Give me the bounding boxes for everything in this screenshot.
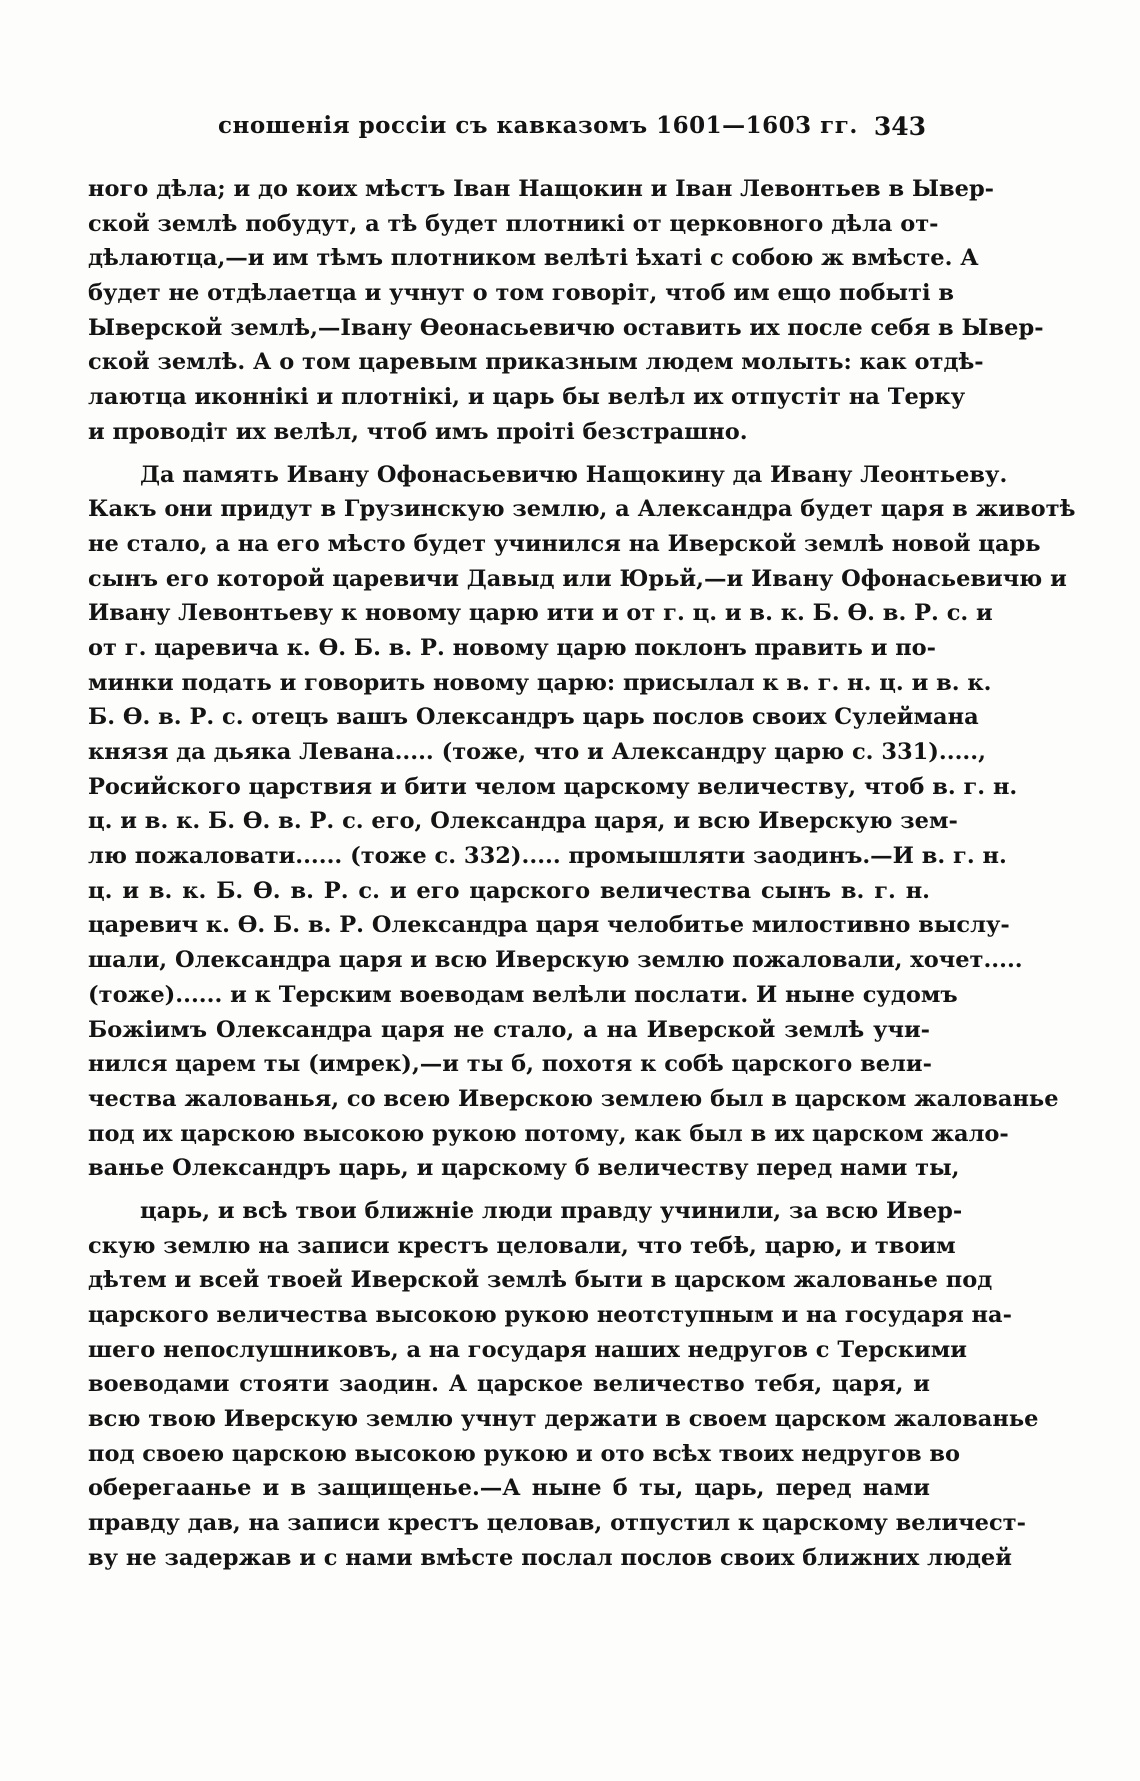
text-line: Росийского царствия и бити челом царскому величеству, чтоб в. г. н.: [88, 773, 1018, 800]
text-body: [88, 172, 1076, 1576]
text-line: Ивану Левонтьеву к новому царю ити и от г. ц. и в. к. Б. Ѳ. в. Р. с. и: [88, 600, 993, 627]
text-line: царевич к. Ѳ. Б. в. Р. Олександра царя челобитье милостивно выслу-: [88, 912, 1010, 939]
running-title: сношенія россіи съ кавказомъ 1601—1603 гг.: [218, 112, 858, 139]
text-line: князя да дьяка Левана..... (тоже, что и Александру царю с. 331).....,: [88, 739, 986, 765]
text-line: ц. и в. к. Б. Ѳ. в. Р. с. его, Олександра царя, и всю Иверскую зем-: [88, 808, 958, 835]
text-line: сынъ его которой царевичи Давыд или Юрьй,—и Ивану Офонасьевичю и: [88, 565, 1067, 592]
text-line: Божіимъ Олександра царя не стало, а на Иверской землѣ учи-: [88, 1016, 930, 1043]
text-line: от г. царевича к. Ѳ. Б. в. Р. новому царю поклонъ править и по-: [88, 634, 937, 661]
text-line: всю твою Иверскую землю учнут держати в своем царском жалованье: [88, 1406, 1039, 1433]
text-line: дѣлаютца,—и им тѣмъ плотником велѣті ѣхаті с собою ж вмѣсте. А: [88, 245, 979, 272]
paragraph-2: [88, 458, 1076, 1186]
running-header: [88, 112, 930, 152]
text-line: Да память Ивану Офонасьевичю Нащокину да Ивану Леонтьеву.: [140, 461, 1008, 488]
text-line: под их царскою высокою рукою потому, как был в их царском жало-: [88, 1120, 1009, 1147]
paragraph-gap: [88, 1186, 930, 1194]
text-line: (тоже)...... и к Терским воеводам велѣли послати. И ныне судомъ: [88, 981, 958, 1008]
text-line: царь, и всѣ твои ближніе люди правду учинили, за всю Ивер-: [140, 1197, 963, 1224]
text-line: царского величества высокою рукою неотступным и на государя на-: [88, 1302, 1012, 1328]
paragraph-gap: [88, 450, 930, 458]
text-line: чества жалованья, со всею Иверскою землею был в царском жалованье: [88, 1085, 1059, 1112]
text-line: лю пожаловати...... (тоже с. 332)..... промышляти заодинъ.—И в. г. н.: [88, 843, 1007, 870]
text-line: шали, Олександра царя и всю Иверскую землю пожаловали, хочет.....: [88, 947, 1023, 974]
text-line: ванье Олександръ царь, и царскому б величеству перед нами ты,: [88, 1155, 960, 1182]
text-line: Какъ они придут в Грузинскую землю, а Александра будет царя в животѣ: [88, 496, 1076, 523]
page-number: 343: [873, 112, 926, 141]
text-line: минки подать и говорить новому царю: присылал к в. г. н. ц. и в. к.: [88, 669, 992, 696]
text-line: ного дѣла; и до коих мѣстъ Іван Нащокин и Іван Левонтьев в Ывер-: [88, 176, 995, 202]
text-line: воеводами стояти заодин. А царское величество тебя, царя, и: [88, 1371, 930, 1398]
text-line: скую землю на записи крестъ целовали, что тебѣ, царю, и твоим: [88, 1232, 956, 1259]
text-line: под своею царскою высокою рукою и ото всѣх твоих недругов во: [88, 1440, 961, 1467]
text-line: правду дав, на записи крестъ целовав, отпустил к царскому величест-: [88, 1510, 1026, 1537]
text-line: Ыверской землѣ,—Івану Ѳеонасьевичю оставить их после себя в Ывер-: [88, 314, 1044, 341]
paragraph-1: [88, 172, 1044, 450]
text-line: нился царем ты (имрек),—и ты б, похотя к собѣ царского вели-: [88, 1051, 932, 1078]
text-line: ской землѣ. А о том царевым приказным людем молыть: как отдѣ-: [88, 349, 984, 376]
paragraph-3: [88, 1194, 1039, 1576]
text-line: дѣтем и всей твоей Иверской землѣ быти в царском жалованье под: [88, 1267, 993, 1294]
text-line: ц. и в. к. Б. Ѳ. в. Р. с. и его царского величества сынъ в. г. н.: [88, 877, 930, 904]
text-line: оберегаанье и в защищенье.—А ныне б ты, царь, перед нами: [88, 1475, 930, 1502]
text-line: не стало, а на его мѣсто будет учинился на Иверской землѣ новой царь: [88, 530, 1041, 557]
text-line: и проводіт их велѣл, чтоб имъ проіті безстрашно.: [88, 418, 748, 445]
text-line: шего непослушниковъ, а на государя наших недругов с Терскими: [88, 1336, 967, 1363]
text-line: Б. Ѳ. в. Р. с. отецъ вашъ Олександръ царь послов своих Сулеймана: [88, 704, 979, 731]
text-line: будет не отдѣлаетца и учнут о том говоріт, чтоб им ещо побыті в: [88, 280, 954, 307]
text-line: ву не задержав и с нами вмѣсте послал послов своих ближних людей: [88, 1544, 1012, 1571]
text-line: ской землѣ побудут, а тѣ будет плотникі от церковного дѣла от-: [88, 210, 939, 237]
text-line: лаютца иконнікі и плотнікі, и царь бы велѣл их отпустіт на Терку: [88, 384, 966, 411]
